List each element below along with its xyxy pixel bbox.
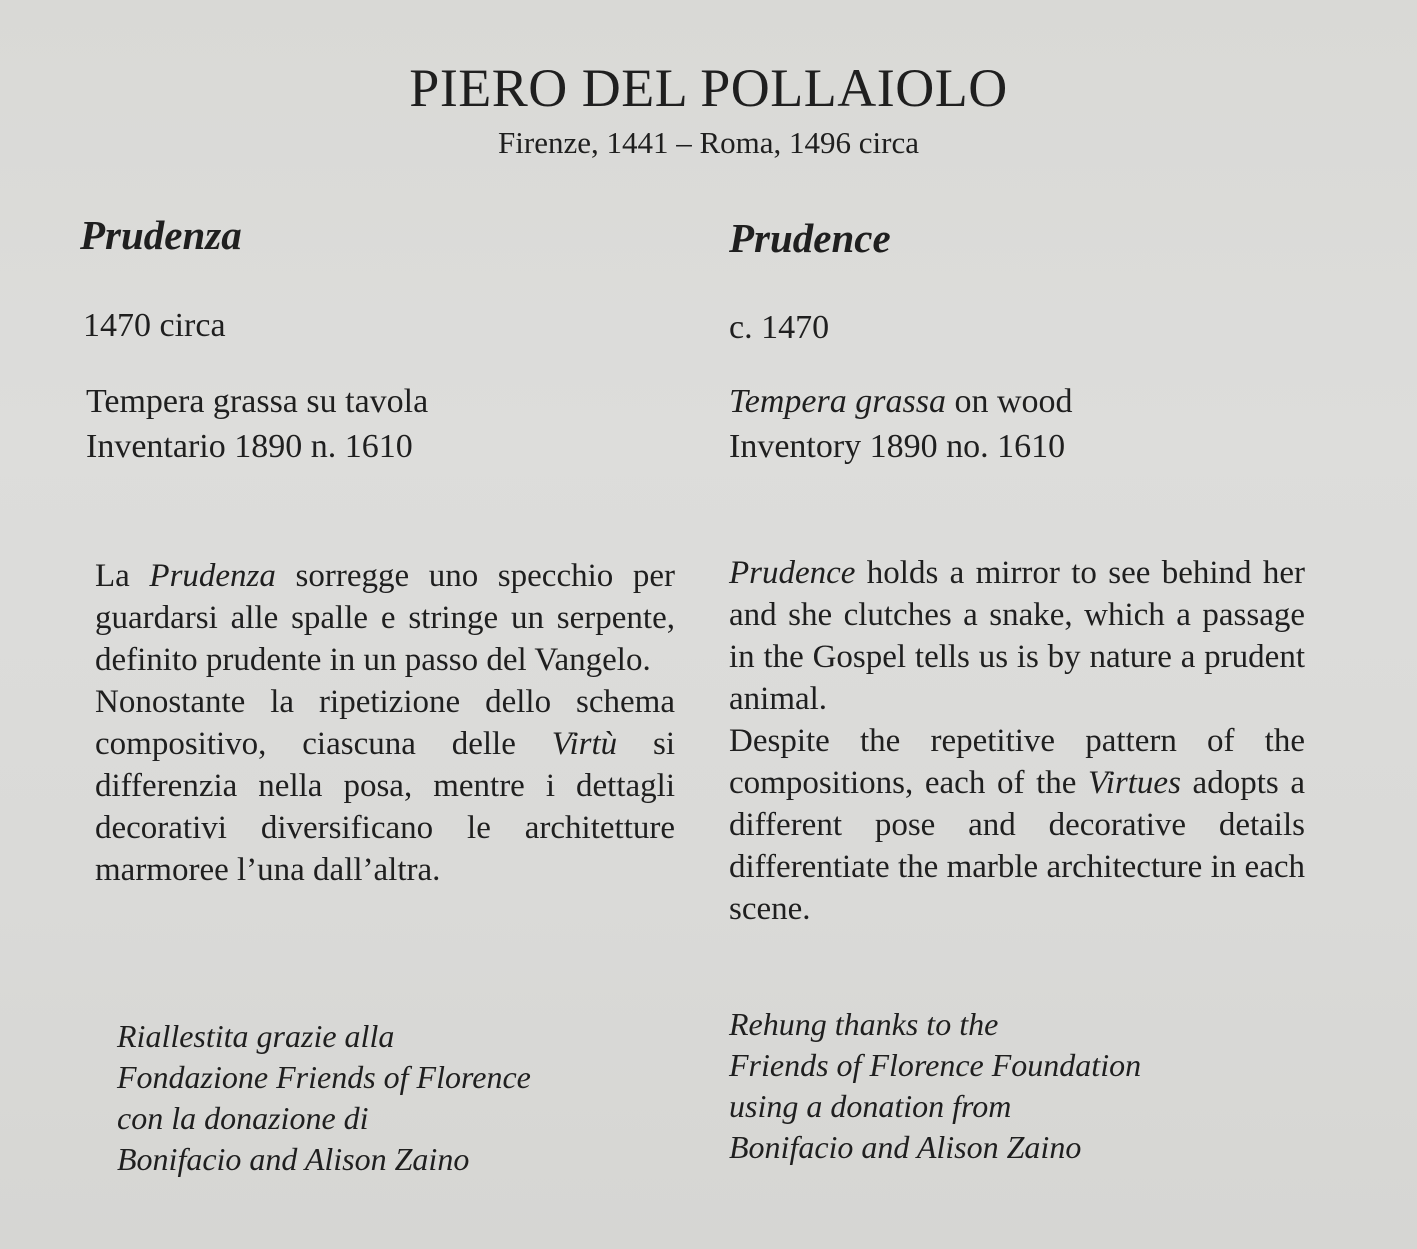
inventory-italian: Inventario 1890 n. 1610: [86, 428, 413, 465]
credit-english-line-1: Rehung thanks to the: [729, 1006, 999, 1042]
description-english: [729, 552, 1305, 930]
artwork-date-italian: 1470 circa: [83, 307, 226, 344]
credit-italian: [117, 1016, 531, 1180]
artist-name: PIERO DEL POLLAIOLO: [409, 58, 1008, 118]
credit-italian-line-4: Bonifacio and Alison Zaino: [117, 1141, 470, 1177]
description-italian: [95, 555, 675, 891]
medium-english: Tempera grassa on wood: [729, 383, 1073, 420]
artwork-title-english: Prudence: [729, 215, 891, 261]
credit-english-line-2: Friends of Florence Foundation: [729, 1047, 1142, 1083]
artist-dates: Firenze, 1441 – Roma, 1496 circa: [498, 125, 919, 160]
credit-italian-line-2: Fondazione Friends of Florence: [117, 1059, 531, 1095]
credit-italian-line-1: Riallestita grazie alla: [117, 1018, 395, 1054]
artwork-date-english: c. 1470: [729, 309, 830, 346]
description-italian-paragraph-1: La Prudenza sorregge uno specchio per guardarsi alle spalle e stringe un serpente, definito prudente in un passo del Vangelo.: [95, 558, 675, 678]
artwork-title-italian: Prudenza: [80, 212, 242, 258]
artist-header: [0, 55, 1417, 163]
credit-italian-line-3: con la donazione di: [117, 1100, 369, 1136]
artwork-details-italian: [86, 379, 428, 469]
credit-english-line-3: using a donation from: [729, 1088, 1012, 1124]
inventory-english: Inventory 1890 no. 1610: [729, 428, 1066, 465]
credit-english-line-4: Bonifacio and Alison Zaino: [729, 1129, 1082, 1165]
artwork-details-english: [729, 379, 1073, 469]
description-italian-paragraph-2: Nonostante la ripetizione dello schema compositivo, ciascuna delle Virtù si differenzia nella posa, mentre i dettagli decorativi diversificano le architetture marmoree l’una dall’altra.: [95, 684, 675, 888]
description-english-paragraph-2: Despite the repetitive pattern of the compositions, each of the Virtues adopts a different pose and decorative details differentiate the marble architecture in each scene.: [729, 723, 1305, 927]
description-english-paragraph-1: Prudence holds a mirror to see behind her and she clutches a snake, which a passage in the Gospel tells us is by nature a prudent animal.: [729, 555, 1305, 717]
medium-italian: Tempera grassa su tavola: [86, 383, 429, 420]
credit-english: [729, 1004, 1141, 1168]
